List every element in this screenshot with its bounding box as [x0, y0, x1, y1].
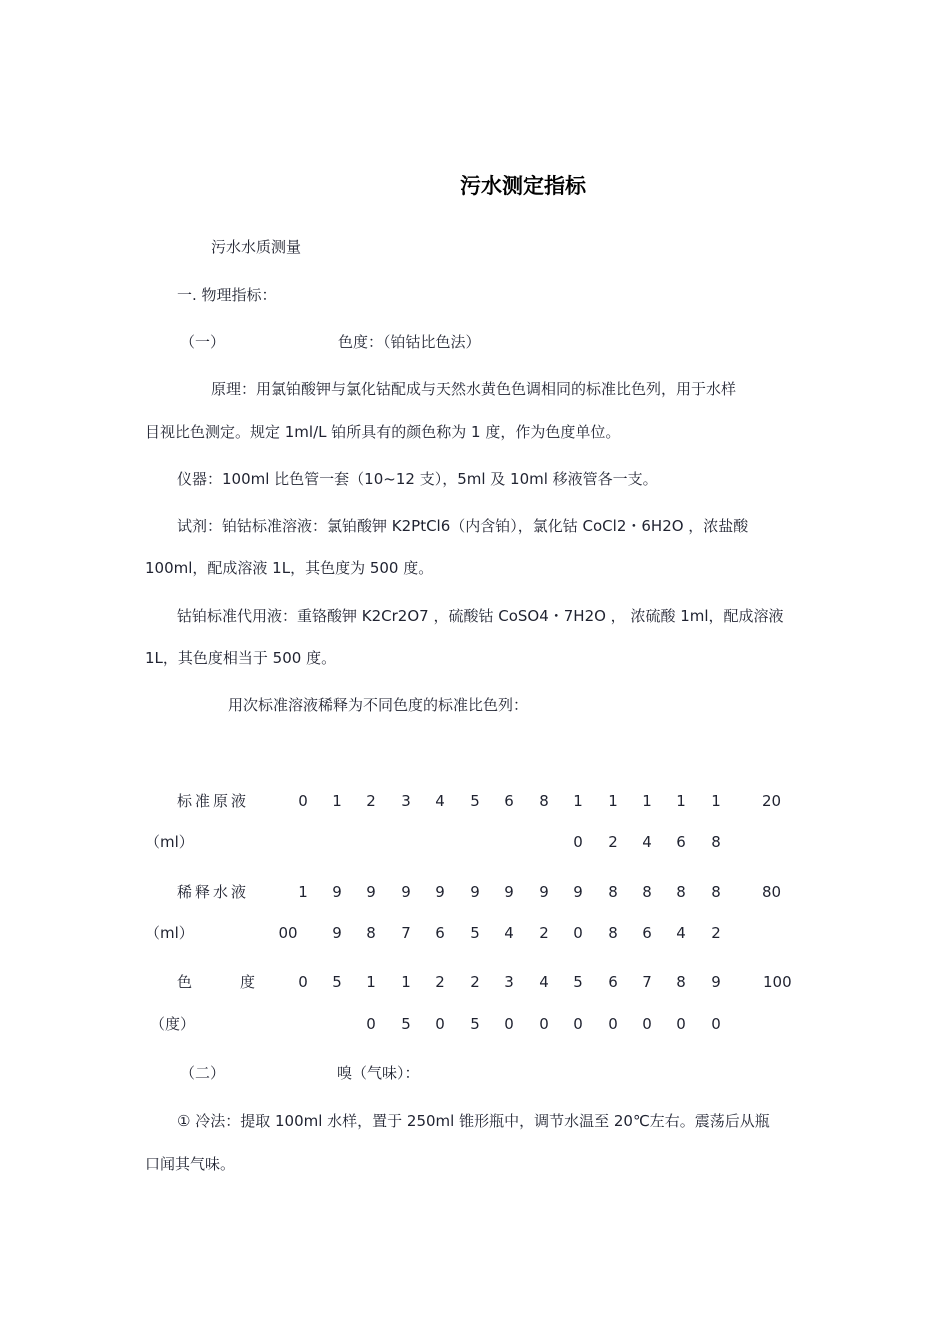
row3-top-cell: 5 — [573, 973, 583, 991]
row3-bottom-cell: 5 — [401, 1015, 411, 1033]
row3-top-cell: 9 — [711, 973, 721, 991]
row2-top-cell: 9 — [470, 883, 480, 901]
row2-label: 稀释水液 — [177, 883, 250, 901]
reagent-line-2: 100ml，配成溶液 1L，其色度为 500 度。 — [145, 559, 434, 577]
row2-unit: （ml） — [145, 924, 194, 942]
row2-bottom-cell: 8 — [608, 924, 618, 942]
row3-top-cell: 4 — [539, 973, 549, 991]
row3-bottom-cell: 0 — [676, 1015, 686, 1033]
row3-last-value: 100 — [763, 973, 792, 991]
row1-top-cell: 1 — [332, 792, 342, 810]
row1-top-cell: 1 — [608, 792, 618, 810]
row1-last-value: 20 — [762, 792, 782, 810]
row3-bottom-cell: 5 — [470, 1015, 480, 1033]
row2-bottom-cell: 8 — [366, 924, 376, 942]
row2-bottom-cell: 9 — [332, 924, 342, 942]
row3-bottom-cell: 0 — [504, 1015, 514, 1033]
row2-bottom-cell: 5 — [470, 924, 480, 942]
row3-top-cell: 0 — [298, 973, 308, 991]
row2-top-cell: 8 — [642, 883, 652, 901]
row2-bottom-cell: 6 — [642, 924, 652, 942]
row3-bottom-cell: 0 — [539, 1015, 549, 1033]
row2-top-cell: 9 — [504, 883, 514, 901]
row3-top-cell: 8 — [676, 973, 686, 991]
row2-top-cell: 9 — [573, 883, 583, 901]
row3-bottom-cell: 0 — [642, 1015, 652, 1033]
cold-method-line-1: ① 冷法：提取 100ml 水样，置于 250ml 锥形瓶中，调节水温至 20℃左右。震荡后从瓶 — [177, 1112, 770, 1130]
row1-top-cell: 2 — [366, 792, 376, 810]
row2-top-cell: 9 — [332, 883, 342, 901]
row3-top-cell: 5 — [332, 973, 342, 991]
row2-top-cell: 8 — [676, 883, 686, 901]
subsection-title-color: 色度：（铂钴比色法） — [338, 333, 481, 351]
row3-top-cell: 6 — [608, 973, 618, 991]
row1-label: 标准原液 — [177, 792, 250, 810]
row2-top-cell: 1 — [298, 883, 308, 901]
row1-top-cell: 4 — [435, 792, 445, 810]
row2-bottom-cell: 4 — [676, 924, 686, 942]
row1-bottom-cell: 4 — [642, 833, 652, 851]
principle-line-2: 目视比色测定。规定 1ml/L 铂所具有的颜色称为 1 度，作为色度单位。 — [145, 423, 621, 441]
subsection-title-odor: 嗅（气味）： — [337, 1064, 420, 1082]
row1-top-cell: 0 — [298, 792, 308, 810]
row2-bottom-cell: 2 — [711, 924, 721, 942]
row2-top-cell: 9 — [435, 883, 445, 901]
row2-bottom-cell: 4 — [504, 924, 514, 942]
row1-bottom-cell: 6 — [676, 833, 686, 851]
row1-top-cell: 1 — [573, 792, 583, 810]
row2-top-cell: 8 — [608, 883, 618, 901]
row2-bottom-cell: 6 — [435, 924, 445, 942]
row3-top-cell: 7 — [642, 973, 652, 991]
row2-top-cell: 8 — [711, 883, 721, 901]
row1-bottom-cell: 2 — [608, 833, 618, 851]
row3-top-cell: 3 — [504, 973, 514, 991]
subsection-number-1: （一） — [180, 333, 226, 351]
row2-last-value: 80 — [762, 883, 782, 901]
row3-bottom-cell: 0 — [366, 1015, 376, 1033]
row3-label-a: 色 — [177, 973, 193, 991]
document-title: 污水测定指标 — [460, 174, 586, 198]
cold-method-line-2: 口闻其气味。 — [145, 1155, 236, 1173]
reagent-line-1: 试剂：铂钴标准溶液：氯铂酸钾 K2PtCl6（内含铂），氯化钴 CoCl2・6H2O ，浓盐酸 — [177, 517, 749, 535]
row2-bottom-cell: 7 — [401, 924, 411, 942]
substitute-line-1: 钴铂标准代用液：重铬酸钾 K2Cr2O7 ，硫酸钴 CoSO4・7H2O ， 浓硫酸 1ml，配成溶液 — [177, 607, 784, 625]
row3-bottom-cell: 0 — [573, 1015, 583, 1033]
row2-bottom-cell: 0 — [573, 924, 583, 942]
row2-bottom-cell: 00 — [278, 924, 298, 942]
row1-top-cell: 1 — [711, 792, 721, 810]
row2-top-cell: 9 — [401, 883, 411, 901]
principle-line-1: 原理：用氯铂酸钾与氯化钴配成与天然水黄色色调相同的标准比色列，用于水样 — [211, 380, 737, 398]
row1-top-cell: 1 — [642, 792, 652, 810]
row1-unit: （ml） — [145, 833, 194, 851]
row3-top-cell: 1 — [366, 973, 376, 991]
row2-bottom-cell: 2 — [539, 924, 549, 942]
row1-bottom-cell: 0 — [573, 833, 583, 851]
dilution-intro: 用次标准溶液稀释为不同色度的标准比色列： — [228, 696, 529, 714]
row2-top-cell: 9 — [366, 883, 376, 901]
row1-top-cell: 1 — [676, 792, 686, 810]
section-heading-physical: 一. 物理指标： — [177, 286, 277, 304]
row1-top-cell: 6 — [504, 792, 514, 810]
row3-unit: （度） — [150, 1015, 196, 1033]
row1-top-cell: 8 — [539, 792, 549, 810]
row1-top-cell: 5 — [470, 792, 480, 810]
row2-top-cell: 9 — [539, 883, 549, 901]
row3-top-cell: 1 — [401, 973, 411, 991]
row3-bottom-cell: 0 — [608, 1015, 618, 1033]
row3-bottom-cell: 0 — [711, 1015, 721, 1033]
subsection-number-2: （二） — [180, 1064, 226, 1082]
instrument-line: 仪器：100ml 比色管一套（10~12 支），5ml 及 10ml 移液管各一支。 — [177, 470, 658, 488]
row1-top-cell: 3 — [401, 792, 411, 810]
row3-top-cell: 2 — [435, 973, 445, 991]
row3-top-cell: 2 — [470, 973, 480, 991]
row1-bottom-cell: 8 — [711, 833, 721, 851]
row3-label-b: 度 — [240, 973, 256, 991]
subtitle: 污水水质测量 — [211, 238, 302, 256]
substitute-line-2: 1L，其色度相当于 500 度。 — [145, 649, 337, 667]
row3-bottom-cell: 0 — [435, 1015, 445, 1033]
